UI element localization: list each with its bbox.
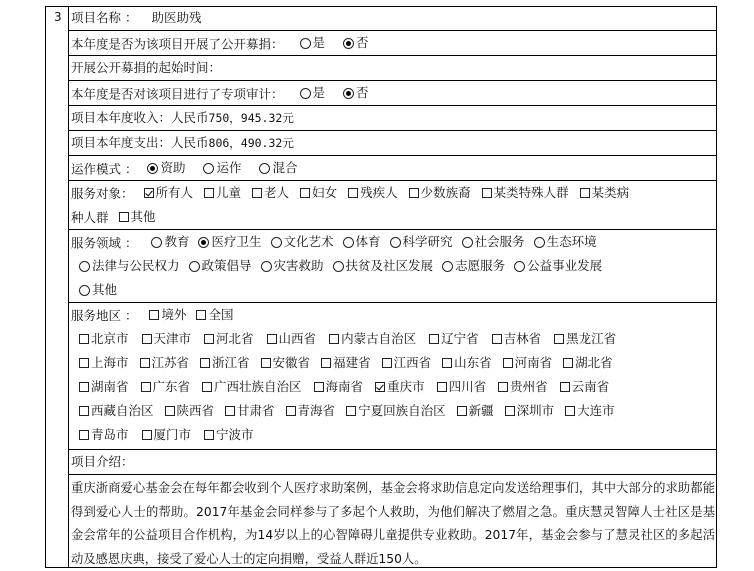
region-option[interactable] — [329, 330, 416, 348]
radio-icon — [300, 38, 311, 49]
mode-option-operation[interactable]: 运作 — [203, 159, 241, 177]
row-service-targets — [69, 181, 717, 230]
radio-icon — [79, 261, 90, 272]
checkbox-icon — [429, 334, 439, 344]
region-option[interactable] — [196, 306, 233, 324]
target-option-label: 残疾人 — [360, 185, 398, 200]
region-option-label: 深圳市 — [516, 403, 555, 418]
field-option-label: 灾害救助 — [273, 258, 324, 273]
row-intro-label — [69, 450, 717, 475]
expense-label: 项目本年度支出：人民币 — [71, 135, 209, 150]
income-value: 750，945.32元 — [208, 111, 294, 125]
region-option[interactable] — [200, 354, 250, 372]
region-option-label: 湖南省 — [91, 379, 129, 394]
row-project-name — [69, 6, 717, 31]
field-option[interactable] — [151, 233, 189, 251]
region-option-label: 西藏自治区 — [91, 403, 154, 418]
region-option[interactable] — [149, 306, 186, 324]
field-option-label: 生态环境 — [546, 234, 597, 249]
intro-label: 项目介绍： — [71, 454, 134, 469]
region-option-label: 北京市 — [91, 331, 129, 346]
row-special-audit — [69, 81, 717, 106]
radio-icon — [189, 261, 200, 272]
target-option[interactable] — [204, 184, 241, 202]
row-service-regions — [69, 303, 717, 450]
checkbox-icon — [140, 358, 150, 368]
region-option-label: 山西省 — [278, 331, 317, 346]
expense-value: 806，490.32元 — [208, 136, 294, 150]
field-option[interactable] — [198, 233, 261, 251]
checkbox-icon — [560, 382, 570, 392]
fundraising-start-label: 开展公开募捐的起始时间： — [71, 60, 222, 75]
field-option-label: 社会服务 — [474, 234, 525, 249]
region-option-label: 甘肃省 — [237, 403, 275, 418]
region-option[interactable] — [492, 330, 542, 348]
region-option[interactable] — [429, 330, 479, 348]
region-option-label: 青海省 — [297, 403, 336, 418]
checkbox-icon — [348, 188, 358, 198]
checkbox-icon — [225, 406, 235, 416]
row-intro-text — [69, 475, 717, 568]
region-option-label: 天津市 — [153, 331, 192, 346]
target-option-label: 所有人 — [155, 185, 194, 200]
row-income — [69, 106, 717, 131]
target-option-label: 儿童 — [216, 185, 242, 200]
region-option-label: 青岛市 — [91, 427, 129, 442]
checkbox-icon — [321, 358, 331, 368]
checkbox-icon — [261, 358, 271, 368]
region-option-label: 全国 — [208, 307, 234, 322]
radio-selected-icon — [147, 163, 158, 174]
checkbox-icon — [200, 358, 210, 368]
region-option[interactable] — [79, 330, 129, 348]
region-option-label: 河南省 — [514, 355, 553, 370]
region-option[interactable] — [321, 354, 371, 372]
region-option[interactable] — [314, 378, 364, 396]
checkbox-icon — [142, 334, 152, 344]
checkbox-icon — [79, 334, 89, 344]
mode-option-funding[interactable]: 资助 — [147, 159, 185, 177]
target-option-label: 某类病 — [591, 185, 630, 200]
checkbox-icon — [346, 406, 356, 416]
radio-selected-icon — [198, 237, 209, 248]
target-option[interactable] — [580, 184, 630, 202]
checkbox-icon — [119, 212, 129, 222]
field-option-label: 法律与公民权力 — [92, 258, 180, 273]
field-option-label: 政策倡导 — [201, 258, 252, 273]
field-option[interactable] — [462, 233, 525, 251]
checkbox-icon — [329, 334, 339, 344]
targets-wrap-text: 种人群 — [71, 210, 109, 225]
region-option-label: 江苏省 — [151, 355, 190, 370]
region-option-label: 江西省 — [393, 355, 432, 370]
checkbox-icon — [554, 334, 564, 344]
region-option[interactable] — [79, 426, 129, 444]
target-option[interactable] — [300, 184, 337, 202]
checkbox-icon — [580, 188, 590, 198]
region-option-label: 海南省 — [325, 379, 364, 394]
region-option-label: 厦门市 — [153, 427, 192, 442]
checkbox-icon — [382, 358, 392, 368]
checkbox-icon — [79, 358, 89, 368]
region-option-label: 河北省 — [216, 331, 254, 346]
region-option-label: 内蒙古自治区 — [341, 331, 417, 346]
radio-icon — [261, 261, 272, 272]
income-label: 项目本年度收入：人民币 — [71, 110, 209, 125]
target-option-label: 其他 — [130, 209, 156, 224]
field-option-label: 扶贫及社区发展 — [345, 258, 434, 273]
region-option[interactable] — [79, 402, 154, 420]
field-option[interactable] — [442, 257, 505, 275]
region-option[interactable] — [141, 378, 191, 396]
checkbox-icon — [563, 358, 573, 368]
region-option[interactable] — [225, 402, 275, 420]
targets-label: 服务对象： — [71, 186, 134, 201]
target-option[interactable] — [482, 184, 569, 202]
region-option-label: 境外 — [161, 307, 187, 322]
radio-icon — [390, 237, 401, 248]
region-option[interactable] — [204, 426, 254, 444]
row-service-fields — [69, 230, 717, 303]
region-option-label: 黑龙江省 — [566, 331, 617, 346]
region-option-label: 安徽省 — [272, 355, 311, 370]
radio-icon — [259, 163, 270, 174]
region-option-label: 湖北省 — [575, 355, 613, 370]
region-option[interactable] — [442, 354, 492, 372]
checkbox-checked-icon — [144, 188, 154, 198]
public-fundraising-label: 本年度是否为该项目开展了公开募捐： — [71, 36, 284, 52]
region-option-label: 吉林省 — [503, 331, 542, 346]
region-option[interactable] — [267, 330, 317, 348]
region-option[interactable] — [457, 402, 494, 420]
field-option[interactable] — [79, 257, 180, 275]
checkbox-icon — [79, 430, 89, 440]
public-fundraising-yes[interactable]: 是 — [300, 34, 326, 52]
region-option-label: 重庆市 — [387, 379, 425, 394]
checkbox-icon — [141, 382, 151, 392]
checkbox-icon — [202, 382, 212, 392]
field-option[interactable] — [333, 257, 434, 275]
region-option[interactable] — [79, 378, 129, 396]
row-operation-mode — [69, 156, 717, 181]
checkbox-icon — [252, 188, 262, 198]
region-option-label: 四川省 — [448, 379, 487, 394]
checkbox-icon — [437, 382, 447, 392]
radio-icon — [203, 163, 214, 174]
field-option-label: 医疗卫生 — [211, 234, 262, 249]
field-option-label: 公益事业发展 — [527, 258, 603, 273]
checkbox-icon — [196, 310, 206, 320]
checkbox-icon — [314, 382, 324, 392]
target-option-label: 某类特殊人群 — [493, 185, 569, 200]
region-option[interactable] — [346, 402, 446, 420]
mode-option-mixed[interactable]: 混合 — [259, 159, 297, 177]
region-option-label: 辽宁省 — [441, 331, 479, 346]
radio-icon — [271, 237, 282, 248]
field-option[interactable] — [79, 281, 117, 299]
target-option[interactable] — [119, 208, 156, 226]
region-option-label: 贵州省 — [510, 379, 548, 394]
fields-label: 服务领域 ： — [71, 235, 138, 251]
checkbox-icon — [482, 188, 492, 198]
target-option[interactable] — [409, 184, 471, 202]
region-option[interactable] — [563, 354, 613, 372]
checkbox-icon — [286, 406, 296, 416]
row-public-fundraising — [69, 31, 717, 56]
radio-icon — [79, 285, 90, 296]
public-fundraising-no[interactable]: 否 — [343, 34, 369, 52]
row-expense — [69, 131, 717, 156]
radio-icon — [462, 237, 473, 248]
field-option[interactable] — [271, 233, 334, 251]
checkbox-icon — [300, 188, 310, 198]
field-option-label: 科学研究 — [402, 234, 453, 249]
special-audit-no[interactable]: 否 — [343, 84, 369, 102]
target-option-label: 老人 — [264, 185, 290, 200]
radio-selected-icon — [343, 38, 354, 49]
field-option[interactable] — [189, 257, 252, 275]
mode-label: 运作模式 ： — [71, 161, 138, 177]
radio-icon — [534, 237, 545, 248]
region-option[interactable] — [142, 330, 192, 348]
checkbox-icon — [442, 358, 452, 368]
checkbox-icon — [204, 334, 214, 344]
radio-icon — [343, 237, 354, 248]
field-option-label: 体育 — [355, 234, 381, 249]
region-option-label: 陕西省 — [176, 403, 215, 418]
row-fundraising-start — [69, 56, 717, 81]
checkbox-icon — [204, 430, 214, 440]
radio-icon — [442, 261, 453, 272]
region-option-label: 新疆 — [468, 403, 494, 418]
checkbox-icon — [142, 430, 152, 440]
field-option[interactable] — [514, 257, 602, 275]
region-option[interactable] — [286, 402, 336, 420]
checkbox-icon — [565, 406, 575, 416]
intro-paragraph: 重庆浙商爱心基金会在每年都会收到个人医疗求助案例，基金会将求助信息定向发送给理事们，其中大部分的求助都能得到爱心人士的帮助。2017年基金会同样参与了多起个人救助，为他们解决了燃眉之急。重庆慧灵智障人士社区是基金会常年的公益项目合作机构，为14岁以上的心智障碍儿童提供专业救助。2017年，基金会参与了慧灵社区的多起活动及感恩庆典，接受了爱心人士的定向捐赠，受益人群近150人。 — [71, 481, 715, 566]
region-option[interactable] — [204, 330, 254, 348]
row-index: 3 — [54, 10, 62, 24]
field-option-label: 文化艺术 — [283, 234, 334, 249]
target-option-label: 少数族裔 — [420, 185, 471, 200]
region-option-label: 宁波市 — [216, 427, 254, 442]
special-audit-label: 本年度是否对该项目进行了专项审计： — [71, 86, 284, 102]
checkbox-checked-icon — [375, 382, 385, 392]
region-option[interactable] — [565, 402, 615, 420]
checkbox-icon — [79, 406, 89, 416]
checkbox-icon — [165, 406, 175, 416]
checkbox-icon — [79, 382, 89, 392]
target-option[interactable] — [348, 184, 398, 202]
radio-icon — [300, 88, 311, 99]
checkbox-icon — [409, 188, 419, 198]
radio-icon — [333, 261, 344, 272]
field-option-label: 教育 — [164, 234, 190, 249]
region-option-label: 山东省 — [454, 355, 492, 370]
checkbox-icon — [204, 188, 214, 198]
region-option[interactable] — [79, 354, 129, 372]
field-option[interactable] — [390, 233, 453, 251]
index-column — [45, 6, 69, 568]
checkbox-icon — [492, 334, 502, 344]
region-option-label: 广西壮族自治区 — [214, 379, 302, 394]
radio-icon — [151, 237, 162, 248]
region-option-label: 福建省 — [333, 355, 371, 370]
project-name-label: 项目名称 ： — [71, 10, 138, 25]
region-option[interactable] — [554, 330, 616, 348]
target-option[interactable] — [252, 184, 289, 202]
target-option[interactable] — [144, 184, 194, 202]
field-option[interactable] — [534, 233, 597, 251]
checkbox-icon — [149, 310, 159, 320]
checkbox-icon — [503, 358, 513, 368]
regions-label: 服务地区 ： — [71, 308, 138, 323]
region-option-label: 浙江省 — [212, 355, 250, 370]
field-option-label: 志愿服务 — [455, 258, 506, 273]
region-option[interactable] — [165, 402, 215, 420]
radio-icon — [514, 261, 525, 272]
region-option[interactable] — [505, 402, 555, 420]
region-option[interactable] — [140, 354, 190, 372]
project-name-value: 助医助残 — [151, 10, 202, 25]
region-option-label: 宁夏回族自治区 — [358, 403, 446, 418]
checkbox-icon — [505, 406, 515, 416]
region-option[interactable] — [560, 378, 610, 396]
region-option[interactable] — [261, 354, 311, 372]
region-option-label: 上海市 — [91, 355, 129, 370]
radio-selected-icon — [343, 88, 354, 99]
region-option-label: 大连市 — [577, 403, 615, 418]
special-audit-yes[interactable]: 是 — [300, 84, 326, 102]
checkbox-icon — [457, 406, 467, 416]
region-option-label: 云南省 — [571, 379, 610, 394]
region-option[interactable] — [202, 378, 302, 396]
region-option[interactable] — [382, 354, 432, 372]
region-option[interactable] — [503, 354, 553, 372]
region-option[interactable] — [498, 378, 548, 396]
checkbox-icon — [267, 334, 277, 344]
field-option-label: 其他 — [92, 282, 118, 297]
region-option-label: 广东省 — [152, 379, 191, 394]
region-option[interactable] — [375, 378, 425, 396]
target-option-label: 妇女 — [312, 185, 338, 200]
region-option[interactable] — [142, 426, 192, 444]
field-option[interactable] — [343, 233, 381, 251]
region-option[interactable] — [437, 378, 487, 396]
field-option[interactable] — [261, 257, 324, 275]
checkbox-icon — [498, 382, 508, 392]
